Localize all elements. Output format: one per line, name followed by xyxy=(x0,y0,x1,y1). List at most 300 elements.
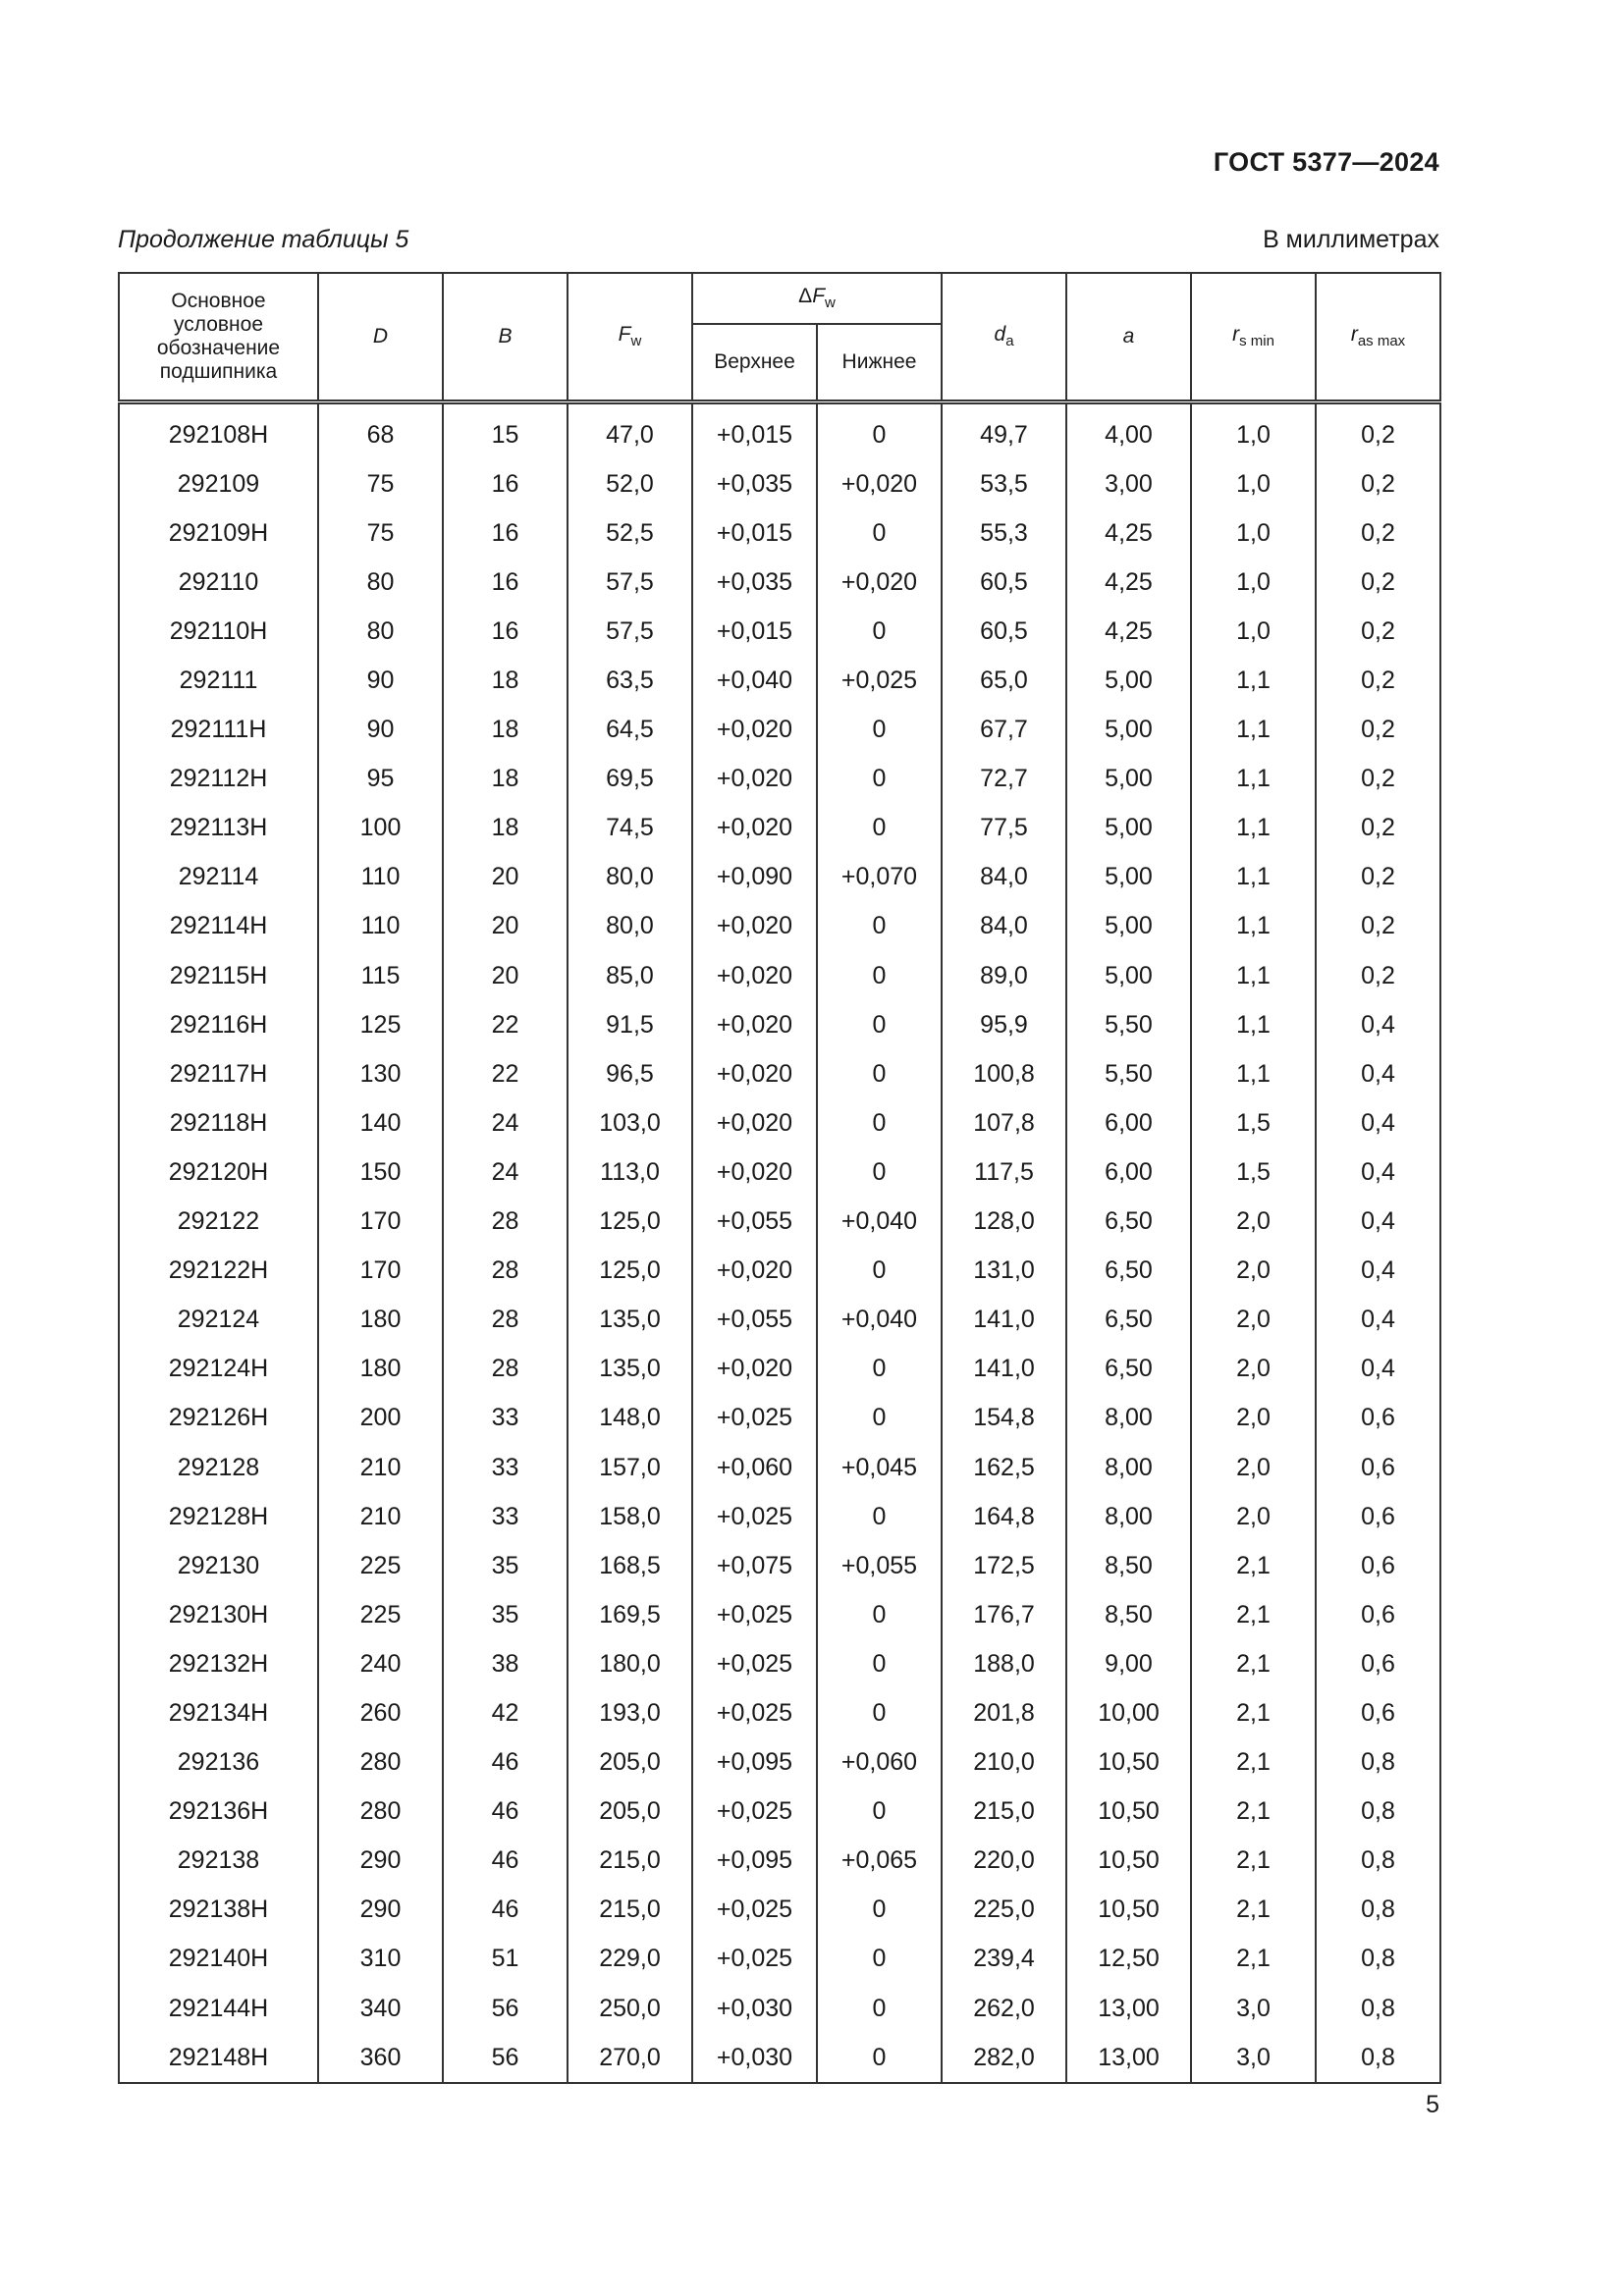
cell-D: 95 xyxy=(318,755,443,804)
cell-Fw: 135,0 xyxy=(568,1345,692,1394)
cell-ras-max: 0,4 xyxy=(1316,1247,1440,1296)
cell-a: 10,50 xyxy=(1066,1738,1191,1788)
cell-rs-min: 1,1 xyxy=(1191,804,1316,853)
cell-designation: 292132Н xyxy=(119,1639,318,1688)
cell-ras-max: 0,6 xyxy=(1316,1492,1440,1541)
page-number: 5 xyxy=(1426,2091,1439,2118)
cell-B: 28 xyxy=(443,1247,568,1296)
cell-da: 67,7 xyxy=(942,706,1066,755)
header-da xyxy=(942,273,1066,402)
cell-a: 6,50 xyxy=(1066,1198,1191,1247)
cell-ras-max: 0,2 xyxy=(1316,508,1440,558)
cell-delta-upper: +0,020 xyxy=(692,706,817,755)
cell-D: 90 xyxy=(318,656,443,705)
cell-delta-lower: 0 xyxy=(817,402,942,460)
table-row xyxy=(119,1394,1440,1443)
cell-rs-min: 2,0 xyxy=(1191,1345,1316,1394)
cell-delta-upper: +0,015 xyxy=(692,607,817,656)
table-row xyxy=(119,1000,1440,1049)
cell-B: 51 xyxy=(443,1935,568,1984)
header-B: B xyxy=(443,273,568,402)
cell-D: 90 xyxy=(318,706,443,755)
cell-B: 15 xyxy=(443,402,568,460)
cell-B: 28 xyxy=(443,1345,568,1394)
cell-delta-lower: 0 xyxy=(817,1984,942,2033)
cell-Fw: 74,5 xyxy=(568,804,692,853)
cell-da: 60,5 xyxy=(942,558,1066,607)
cell-D: 260 xyxy=(318,1688,443,1737)
cell-rs-min: 2,1 xyxy=(1191,1639,1316,1688)
cell-a: 12,50 xyxy=(1066,1935,1191,1984)
cell-B: 42 xyxy=(443,1688,568,1737)
cell-Fw: 270,0 xyxy=(568,2033,692,2083)
cell-delta-upper: +0,055 xyxy=(692,1296,817,1345)
cell-designation: 292111 xyxy=(119,656,318,705)
table-row xyxy=(119,1935,1440,1984)
table-row xyxy=(119,1296,1440,1345)
cell-ras-max: 0,8 xyxy=(1316,1788,1440,1837)
cell-designation: 292140Н xyxy=(119,1935,318,1984)
cell-delta-upper: +0,030 xyxy=(692,2033,817,2083)
cell-B: 18 xyxy=(443,755,568,804)
cell-a: 5,00 xyxy=(1066,853,1191,902)
cell-ras-max: 0,6 xyxy=(1316,1590,1440,1639)
cell-Fw: 96,5 xyxy=(568,1049,692,1098)
table-row xyxy=(119,853,1440,902)
cell-designation: 292118Н xyxy=(119,1098,318,1148)
cell-D: 290 xyxy=(318,1886,443,1935)
cell-designation: 292130Н xyxy=(119,1590,318,1639)
cell-Fw: 215,0 xyxy=(568,1837,692,1886)
table-row xyxy=(119,459,1440,508)
cell-B: 35 xyxy=(443,1541,568,1590)
cell-designation: 292130 xyxy=(119,1541,318,1590)
cell-delta-upper: +0,075 xyxy=(692,1541,817,1590)
cell-rs-min: 2,1 xyxy=(1191,1688,1316,1737)
table-row xyxy=(119,656,1440,705)
cell-D: 225 xyxy=(318,1590,443,1639)
header-rs-main: r xyxy=(1232,323,1240,347)
cell-da: 225,0 xyxy=(942,1886,1066,1935)
cell-Fw: 103,0 xyxy=(568,1098,692,1148)
header-delta-symbol: Δ xyxy=(798,285,813,308)
cell-a: 6,50 xyxy=(1066,1247,1191,1296)
cell-delta-lower: +0,040 xyxy=(817,1198,942,1247)
cell-delta-upper: +0,020 xyxy=(692,1049,817,1098)
cell-ras-max: 0,2 xyxy=(1316,804,1440,853)
cell-rs-min: 1,1 xyxy=(1191,1000,1316,1049)
cell-designation: 292110Н xyxy=(119,607,318,656)
cell-delta-lower: +0,060 xyxy=(817,1738,942,1788)
cell-delta-lower: 0 xyxy=(817,1788,942,1837)
cell-delta-lower: 0 xyxy=(817,1935,942,1984)
cell-rs-min: 2,1 xyxy=(1191,1590,1316,1639)
cell-delta-upper: +0,040 xyxy=(692,656,817,705)
cell-D: 140 xyxy=(318,1098,443,1148)
table-row xyxy=(119,1492,1440,1541)
cell-Fw: 69,5 xyxy=(568,755,692,804)
header-delta-main: F xyxy=(812,285,826,308)
cell-rs-min: 1,1 xyxy=(1191,902,1316,951)
cell-Fw: 85,0 xyxy=(568,951,692,1000)
cell-da: 128,0 xyxy=(942,1198,1066,1247)
cell-Fw: 113,0 xyxy=(568,1148,692,1197)
cell-B: 16 xyxy=(443,558,568,607)
cell-delta-lower: 0 xyxy=(817,508,942,558)
cell-Fw: 168,5 xyxy=(568,1541,692,1590)
cell-delta-lower: +0,020 xyxy=(817,459,942,508)
table-row xyxy=(119,558,1440,607)
header-ras-sub: as max xyxy=(1357,333,1406,350)
cell-Fw: 125,0 xyxy=(568,1247,692,1296)
cell-delta-lower: 0 xyxy=(817,1688,942,1737)
cell-D: 110 xyxy=(318,902,443,951)
cell-rs-min: 1,1 xyxy=(1191,853,1316,902)
table-body xyxy=(119,402,1440,2084)
cell-D: 240 xyxy=(318,1639,443,1688)
cell-delta-lower: 0 xyxy=(817,804,942,853)
cell-da: 141,0 xyxy=(942,1296,1066,1345)
table-row xyxy=(119,1688,1440,1737)
cell-rs-min: 3,0 xyxy=(1191,2033,1316,2083)
header-da-sub: a xyxy=(1005,333,1014,350)
cell-a: 5,00 xyxy=(1066,706,1191,755)
cell-B: 18 xyxy=(443,804,568,853)
cell-D: 310 xyxy=(318,1935,443,1984)
cell-delta-upper: +0,015 xyxy=(692,508,817,558)
cell-delta-upper: +0,025 xyxy=(692,1492,817,1541)
cell-da: 84,0 xyxy=(942,902,1066,951)
header-ras-max xyxy=(1316,273,1440,402)
cell-designation: 292138 xyxy=(119,1837,318,1886)
cell-designation: 292126Н xyxy=(119,1394,318,1443)
cell-a: 4,00 xyxy=(1066,402,1191,460)
cell-ras-max: 0,2 xyxy=(1316,706,1440,755)
cell-rs-min: 2,1 xyxy=(1191,1935,1316,1984)
cell-delta-lower: 0 xyxy=(817,2033,942,2083)
table-row xyxy=(119,706,1440,755)
cell-Fw: 47,0 xyxy=(568,402,692,460)
cell-ras-max: 0,8 xyxy=(1316,1837,1440,1886)
cell-Fw: 180,0 xyxy=(568,1639,692,1688)
cell-B: 20 xyxy=(443,853,568,902)
cell-B: 33 xyxy=(443,1394,568,1443)
cell-a: 6,00 xyxy=(1066,1098,1191,1148)
cell-D: 360 xyxy=(318,2033,443,2083)
cell-D: 130 xyxy=(318,1049,443,1098)
cell-delta-upper: +0,020 xyxy=(692,951,817,1000)
cell-rs-min: 1,1 xyxy=(1191,951,1316,1000)
cell-delta-upper: +0,025 xyxy=(692,1788,817,1837)
cell-designation: 292112Н xyxy=(119,755,318,804)
cell-da: 262,0 xyxy=(942,1984,1066,2033)
cell-designation: 292136 xyxy=(119,1738,318,1788)
cell-a: 5,00 xyxy=(1066,902,1191,951)
header-designation: Основное условное обозначение подшипника xyxy=(119,273,318,402)
cell-ras-max: 0,8 xyxy=(1316,1738,1440,1788)
cell-rs-min: 3,0 xyxy=(1191,1984,1316,2033)
cell-a: 5,00 xyxy=(1066,804,1191,853)
cell-da: 282,0 xyxy=(942,2033,1066,2083)
table-row xyxy=(119,1837,1440,1886)
cell-a: 8,50 xyxy=(1066,1590,1191,1639)
table-continuation-caption: Продолжение таблицы 5 xyxy=(118,226,409,253)
cell-delta-upper: +0,025 xyxy=(692,1394,817,1443)
cell-rs-min: 2,0 xyxy=(1191,1198,1316,1247)
cell-rs-min: 2,1 xyxy=(1191,1738,1316,1788)
cell-Fw: 57,5 xyxy=(568,607,692,656)
cell-a: 6,50 xyxy=(1066,1345,1191,1394)
cell-D: 170 xyxy=(318,1198,443,1247)
cell-B: 46 xyxy=(443,1886,568,1935)
cell-D: 75 xyxy=(318,459,443,508)
cell-da: 141,0 xyxy=(942,1345,1066,1394)
units-note: В миллиметрах xyxy=(1263,226,1439,253)
cell-rs-min: 1,0 xyxy=(1191,607,1316,656)
cell-designation: 292148Н xyxy=(119,2033,318,2083)
cell-delta-upper: +0,025 xyxy=(692,1639,817,1688)
table-row xyxy=(119,1345,1440,1394)
table-row xyxy=(119,1886,1440,1935)
cell-a: 8,00 xyxy=(1066,1492,1191,1541)
cell-da: 84,0 xyxy=(942,853,1066,902)
cell-Fw: 205,0 xyxy=(568,1738,692,1788)
cell-D: 100 xyxy=(318,804,443,853)
cell-rs-min: 1,1 xyxy=(1191,1049,1316,1098)
cell-D: 80 xyxy=(318,607,443,656)
cell-Fw: 205,0 xyxy=(568,1788,692,1837)
cell-B: 16 xyxy=(443,459,568,508)
cell-rs-min: 2,0 xyxy=(1191,1394,1316,1443)
cell-D: 180 xyxy=(318,1345,443,1394)
cell-da: 162,5 xyxy=(942,1443,1066,1492)
cell-delta-lower: 0 xyxy=(817,951,942,1000)
cell-delta-lower: 0 xyxy=(817,1148,942,1197)
cell-a: 5,00 xyxy=(1066,656,1191,705)
cell-delta-upper: +0,015 xyxy=(692,402,817,460)
cell-designation: 292136Н xyxy=(119,1788,318,1837)
cell-delta-upper: +0,025 xyxy=(692,1590,817,1639)
cell-D: 150 xyxy=(318,1148,443,1197)
cell-Fw: 63,5 xyxy=(568,656,692,705)
cell-delta-lower: 0 xyxy=(817,1247,942,1296)
table-row xyxy=(119,1541,1440,1590)
cell-rs-min: 1,5 xyxy=(1191,1098,1316,1148)
cell-delta-upper: +0,090 xyxy=(692,853,817,902)
cell-a: 10,00 xyxy=(1066,1688,1191,1737)
cell-designation: 292110 xyxy=(119,558,318,607)
table-row xyxy=(119,1984,1440,2033)
cell-B: 28 xyxy=(443,1198,568,1247)
header-rs-min xyxy=(1191,273,1316,402)
cell-delta-upper: +0,020 xyxy=(692,755,817,804)
cell-delta-upper: +0,020 xyxy=(692,1345,817,1394)
cell-da: 215,0 xyxy=(942,1788,1066,1837)
table-header xyxy=(119,273,1440,402)
cell-B: 22 xyxy=(443,1000,568,1049)
table-row xyxy=(119,1639,1440,1688)
cell-rs-min: 2,1 xyxy=(1191,1886,1316,1935)
cell-delta-upper: +0,025 xyxy=(692,1688,817,1737)
cell-D: 340 xyxy=(318,1984,443,2033)
cell-Fw: 148,0 xyxy=(568,1394,692,1443)
cell-a: 4,25 xyxy=(1066,607,1191,656)
table-row xyxy=(119,755,1440,804)
header-delta-sub: w xyxy=(825,294,836,312)
cell-da: 172,5 xyxy=(942,1541,1066,1590)
cell-a: 4,25 xyxy=(1066,508,1191,558)
cell-a: 5,50 xyxy=(1066,1000,1191,1049)
cell-rs-min: 2,0 xyxy=(1191,1247,1316,1296)
cell-ras-max: 0,4 xyxy=(1316,1000,1440,1049)
cell-delta-lower: +0,025 xyxy=(817,656,942,705)
cell-D: 125 xyxy=(318,1000,443,1049)
cell-da: 95,9 xyxy=(942,1000,1066,1049)
cell-rs-min: 2,0 xyxy=(1191,1443,1316,1492)
cell-da: 239,4 xyxy=(942,1935,1066,1984)
cell-ras-max: 0,2 xyxy=(1316,755,1440,804)
header-da-main: d xyxy=(994,323,1006,347)
cell-ras-max: 0,8 xyxy=(1316,1984,1440,2033)
cell-Fw: 193,0 xyxy=(568,1688,692,1737)
cell-Fw: 52,5 xyxy=(568,508,692,558)
cell-delta-lower: 0 xyxy=(817,1639,942,1688)
cell-delta-lower: 0 xyxy=(817,1394,942,1443)
table-row xyxy=(119,1198,1440,1247)
cell-delta-upper: +0,020 xyxy=(692,1098,817,1148)
cell-B: 22 xyxy=(443,1049,568,1098)
table-row xyxy=(119,508,1440,558)
bearing-dimensions-table-container xyxy=(118,272,1439,2084)
cell-ras-max: 0,4 xyxy=(1316,1296,1440,1345)
cell-rs-min: 1,0 xyxy=(1191,508,1316,558)
table-row xyxy=(119,1098,1440,1148)
cell-rs-min: 2,0 xyxy=(1191,1492,1316,1541)
cell-delta-lower: +0,070 xyxy=(817,853,942,902)
cell-B: 16 xyxy=(443,508,568,558)
cell-B: 33 xyxy=(443,1443,568,1492)
table-row xyxy=(119,402,1440,460)
cell-designation: 292120Н xyxy=(119,1148,318,1197)
cell-delta-upper: +0,020 xyxy=(692,804,817,853)
table-row xyxy=(119,2033,1440,2083)
cell-designation: 292144Н xyxy=(119,1984,318,2033)
cell-B: 24 xyxy=(443,1148,568,1197)
cell-B: 33 xyxy=(443,1492,568,1541)
cell-D: 280 xyxy=(318,1788,443,1837)
cell-B: 20 xyxy=(443,902,568,951)
cell-ras-max: 0,2 xyxy=(1316,459,1440,508)
cell-B: 18 xyxy=(443,706,568,755)
cell-B: 38 xyxy=(443,1639,568,1688)
cell-D: 280 xyxy=(318,1738,443,1788)
cell-delta-lower: 0 xyxy=(817,902,942,951)
cell-da: 117,5 xyxy=(942,1148,1066,1197)
header-a: a xyxy=(1066,273,1191,402)
cell-ras-max: 0,4 xyxy=(1316,1345,1440,1394)
cell-ras-max: 0,2 xyxy=(1316,656,1440,705)
cell-designation: 292124 xyxy=(119,1296,318,1345)
table-row xyxy=(119,1148,1440,1197)
cell-a: 5,00 xyxy=(1066,755,1191,804)
cell-ras-max: 0,8 xyxy=(1316,1886,1440,1935)
cell-delta-upper: +0,095 xyxy=(692,1738,817,1788)
cell-a: 10,50 xyxy=(1066,1837,1191,1886)
header-rs-sub: s min xyxy=(1239,333,1274,350)
cell-D: 210 xyxy=(318,1492,443,1541)
cell-rs-min: 1,1 xyxy=(1191,656,1316,705)
cell-Fw: 125,0 xyxy=(568,1198,692,1247)
cell-ras-max: 0,6 xyxy=(1316,1541,1440,1590)
cell-a: 5,00 xyxy=(1066,951,1191,1000)
cell-designation: 292122 xyxy=(119,1198,318,1247)
cell-Fw: 229,0 xyxy=(568,1935,692,1984)
cell-designation: 292116Н xyxy=(119,1000,318,1049)
cell-delta-upper: +0,055 xyxy=(692,1198,817,1247)
cell-da: 55,3 xyxy=(942,508,1066,558)
cell-designation: 292115Н xyxy=(119,951,318,1000)
cell-ras-max: 0,4 xyxy=(1316,1049,1440,1098)
cell-rs-min: 1,0 xyxy=(1191,402,1316,460)
cell-ras-max: 0,4 xyxy=(1316,1098,1440,1148)
cell-delta-upper: +0,020 xyxy=(692,902,817,951)
cell-designation: 292117Н xyxy=(119,1049,318,1098)
cell-delta-lower: +0,055 xyxy=(817,1541,942,1590)
cell-a: 6,00 xyxy=(1066,1148,1191,1197)
cell-rs-min: 1,0 xyxy=(1191,558,1316,607)
cell-Fw: 157,0 xyxy=(568,1443,692,1492)
cell-da: 210,0 xyxy=(942,1738,1066,1788)
cell-da: 72,7 xyxy=(942,755,1066,804)
cell-ras-max: 0,2 xyxy=(1316,951,1440,1000)
header-lower: Нижнее xyxy=(817,324,942,402)
cell-da: 176,7 xyxy=(942,1590,1066,1639)
cell-Fw: 91,5 xyxy=(568,1000,692,1049)
cell-Fw: 80,0 xyxy=(568,853,692,902)
cell-rs-min: 1,5 xyxy=(1191,1148,1316,1197)
cell-designation: 292111Н xyxy=(119,706,318,755)
cell-Fw: 158,0 xyxy=(568,1492,692,1541)
cell-delta-lower: +0,020 xyxy=(817,558,942,607)
cell-delta-upper: +0,060 xyxy=(692,1443,817,1492)
cell-delta-upper: +0,025 xyxy=(692,1935,817,1984)
cell-Fw: 250,0 xyxy=(568,1984,692,2033)
cell-designation: 292128 xyxy=(119,1443,318,1492)
table-row xyxy=(119,951,1440,1000)
header-delta-Fw xyxy=(692,273,942,324)
cell-Fw: 169,5 xyxy=(568,1590,692,1639)
cell-ras-max: 0,2 xyxy=(1316,607,1440,656)
cell-delta-lower: 0 xyxy=(817,1049,942,1098)
cell-rs-min: 2,1 xyxy=(1191,1837,1316,1886)
cell-ras-max: 0,6 xyxy=(1316,1394,1440,1443)
cell-Fw: 57,5 xyxy=(568,558,692,607)
cell-delta-upper: +0,030 xyxy=(692,1984,817,2033)
cell-ras-max: 0,2 xyxy=(1316,558,1440,607)
cell-B: 16 xyxy=(443,607,568,656)
cell-a: 3,00 xyxy=(1066,459,1191,508)
table-row xyxy=(119,607,1440,656)
cell-D: 170 xyxy=(318,1247,443,1296)
cell-D: 210 xyxy=(318,1443,443,1492)
cell-delta-lower: +0,040 xyxy=(817,1296,942,1345)
cell-delta-upper: +0,035 xyxy=(692,459,817,508)
cell-D: 75 xyxy=(318,508,443,558)
cell-designation: 292122Н xyxy=(119,1247,318,1296)
cell-da: 77,5 xyxy=(942,804,1066,853)
cell-ras-max: 0,8 xyxy=(1316,2033,1440,2083)
cell-a: 4,25 xyxy=(1066,558,1191,607)
